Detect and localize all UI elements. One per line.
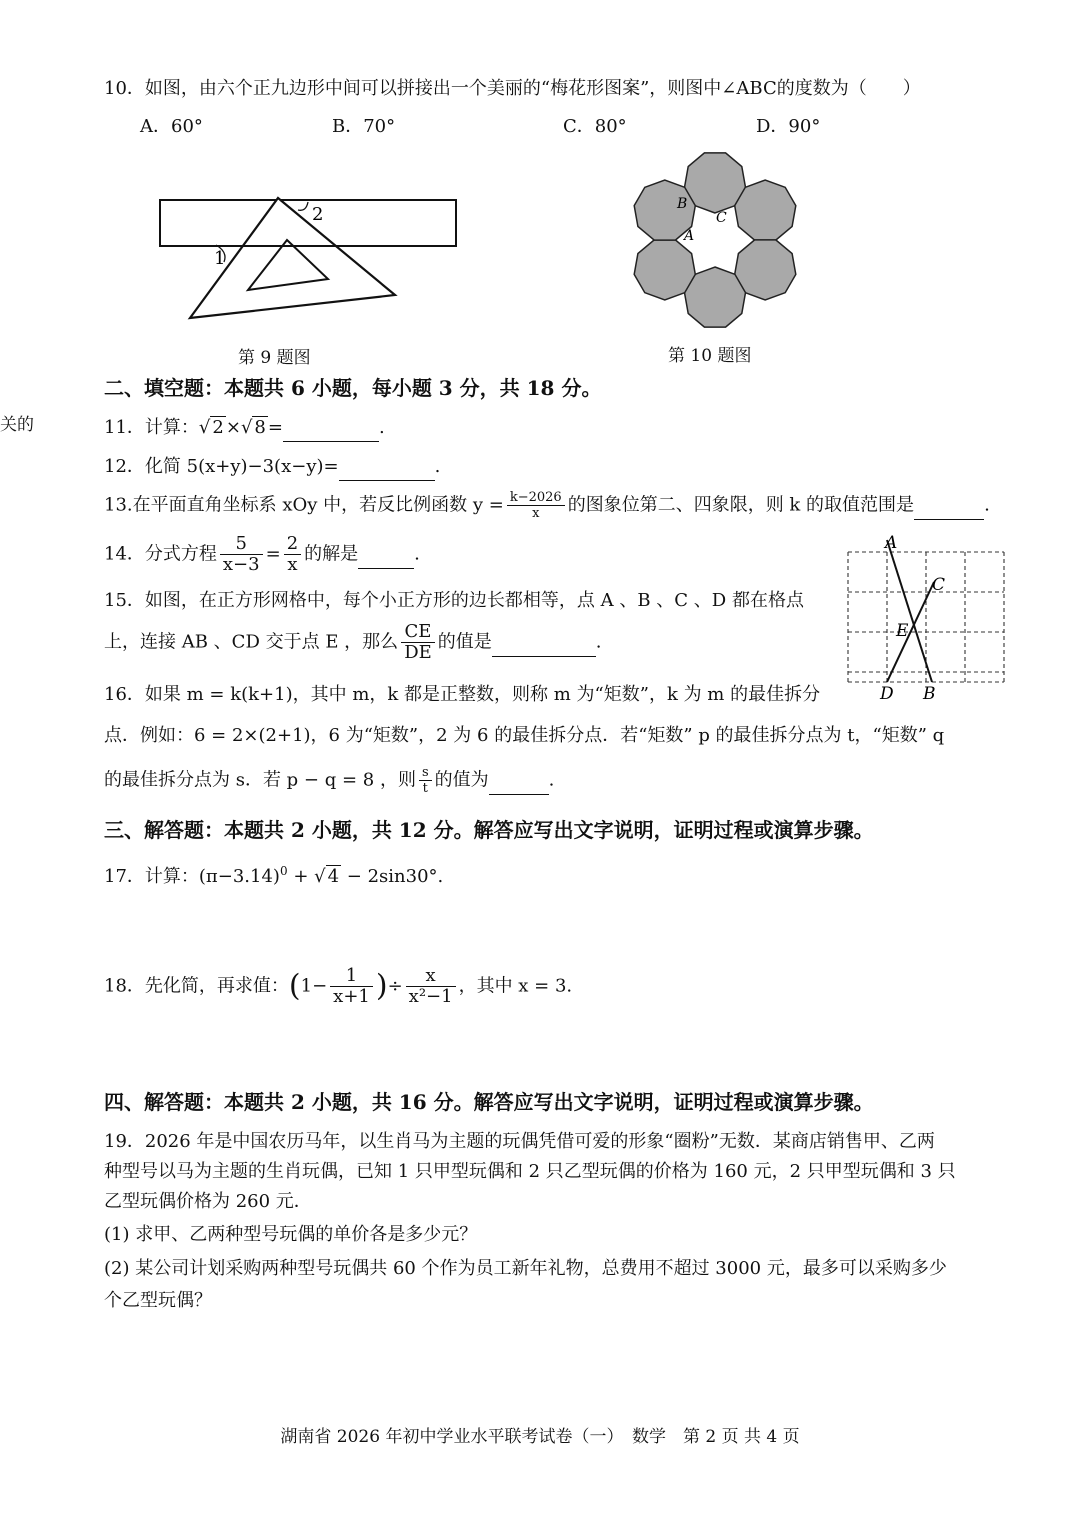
q16-end: . <box>548 769 555 791</box>
q14-end: . <box>414 543 420 565</box>
q19-line2: 种型号以马为主题的生肖玩偶，已知 1 只甲型玩偶和 2 只乙型玩偶的价格为 160 元，2 只甲型玩偶和 3 只 <box>104 1161 956 1182</box>
q12 <box>104 454 440 481</box>
q10-option-a: A．60° <box>140 116 203 137</box>
q13-answer-blank[interactable] <box>914 493 984 520</box>
q15-answer-blank[interactable] <box>492 630 596 657</box>
q13-suffix: 的图象位第二、四象限，则 k 的取值范围是 <box>567 494 915 516</box>
label-c: C <box>716 210 727 226</box>
q17-prefix: 17．计算：(π−3.14) <box>104 866 280 887</box>
q16-suffix: 的值为 <box>434 769 489 791</box>
segment-ab <box>887 540 932 682</box>
q19-sub2-line2: 个乙型玩偶？ <box>104 1290 212 1311</box>
q11-times: × <box>225 417 241 438</box>
q18 <box>104 966 572 1007</box>
q11-answer-blank[interactable] <box>283 415 379 442</box>
q10-stem: 10．如图，由六个正九边形中间可以拼接出一个美丽的“梅花形图案”，则图中∠ABC的度数为（ ） <box>104 78 921 99</box>
q18-paren-close: ) <box>375 968 388 1004</box>
q16-line3 <box>104 765 554 796</box>
angle-2-arc <box>298 202 308 210</box>
q17-sqrt-arg: 4 <box>327 866 340 887</box>
label-1: 1 <box>214 248 226 269</box>
nonagon <box>735 180 796 240</box>
q18-paren-open: ( <box>288 968 301 1004</box>
q16-frac-den: t <box>422 781 428 796</box>
q14-f1-den: x−3 <box>222 554 260 575</box>
q18-f2-num: x <box>406 966 456 987</box>
nonagon <box>634 240 695 300</box>
q10-option-c: C．80° <box>563 116 627 137</box>
q14-f2-num: 2 <box>284 534 301 555</box>
q18-f1-num: 1 <box>330 966 373 987</box>
q15-line1: 15．如图，在正方形网格中，每个小正方形的边长都相等，点 A 、B 、C 、D 都在格点 <box>104 590 804 611</box>
q11-sqrt-a: 2 <box>212 417 224 438</box>
section-3-title: 三、解答题：本题共 2 小题，共 12 分。解答应写出文字说明，证明过程或演算步骤。 <box>104 818 874 842</box>
q17-mid: + <box>287 866 315 887</box>
q16-prefix: 的最佳拆分点为 s．若 p − q = 8 ，则 <box>104 769 416 791</box>
q16-line1: 16．如果 m = k(k+1)，其中 m，k 都是正整数，则称 m 为“矩数”，k 为 m 的最佳拆分 <box>104 684 821 705</box>
label-b: B <box>677 196 688 212</box>
q13 <box>104 490 990 521</box>
q15-end: . <box>595 631 602 653</box>
q14-prefix: 14．分式方程 <box>104 543 217 565</box>
q15-line2 <box>104 622 602 663</box>
q15-prefix: 上，连接 AB 、CD 交于点 E ，那么 <box>104 631 399 653</box>
label-a: A <box>684 228 695 244</box>
q11-eq: = <box>267 417 283 438</box>
q11-prefix: 11．计算： <box>104 417 199 438</box>
label-d: D <box>880 684 894 704</box>
q19-sub2-line1: (2) 某公司计划采购两种型号玩偶共 60 个作为员工新年礼物，总费用不超过 3000 元，最多可以采购多少 <box>104 1258 947 1279</box>
figure-15-grid <box>838 530 1008 705</box>
q12-text: 12．化简 5(x+y)−3(x−y)= <box>104 456 339 477</box>
q17-suffix: − 2sin30°. <box>341 866 444 887</box>
q14-answer-blank[interactable] <box>358 542 414 569</box>
label-2: 2 <box>312 204 324 225</box>
q18-div: ÷ <box>387 975 403 997</box>
q14-eq: = <box>265 543 281 565</box>
figure-9-caption: 第 9 题图 <box>238 348 311 368</box>
q16-line2: 点．例如：6 = 2×(2+1)，6 为“矩数”，2 为 6 的最佳拆分点．若“矩数” p 的最佳拆分点为 t，“矩数” q <box>104 725 945 746</box>
q11: 11．计算：√ 2 ×√ 8 = . <box>104 415 385 442</box>
q12-end: . <box>434 456 441 477</box>
q16-frac-num: s <box>419 765 432 781</box>
q18-prefix: 18．先化简，再求值： <box>104 975 289 997</box>
q10-option-b: B．70° <box>332 116 396 137</box>
margin-fragment: 关的 <box>0 415 34 435</box>
q19-line1: 19．2026 年是中国农历马年，以生肖马为主题的玩偶凭借可爱的形象“圈粉”无数．某商店销售甲、乙两 <box>104 1131 935 1152</box>
label-b: B <box>923 684 936 704</box>
q14-suffix: 的解是 <box>304 543 359 565</box>
figure-9 <box>150 190 470 330</box>
label-e: E <box>896 621 909 641</box>
label-c: C <box>932 575 946 595</box>
q18-f2-den: x²−1 <box>408 986 453 1007</box>
section-4-title: 四、解答题：本题共 2 小题，共 16 分。解答应写出文字说明，证明过程或演算步骤。 <box>104 1090 874 1114</box>
q19-line3: 乙型玩偶价格为 260 元． <box>104 1191 312 1212</box>
q14-f1-num: 5 <box>220 534 263 555</box>
q15-frac-num: CE <box>401 622 435 643</box>
q13-end: . <box>984 494 990 516</box>
q18-one-minus: 1− <box>300 975 328 997</box>
q18-suffix: ，其中 x = 3. <box>458 975 573 997</box>
figure-10 <box>625 140 805 335</box>
q13-frac-den: x <box>532 506 540 521</box>
q19-sub1: (1) 求甲、乙两种型号玩偶的单价各是多少元？ <box>104 1224 478 1245</box>
q14-f2-den: x <box>287 554 298 575</box>
q13-prefix: 13.在平面直角坐标系 xOy 中，若反比例函数 y = <box>104 494 504 516</box>
q15-suffix: 的值是 <box>437 631 492 653</box>
q16-answer-blank[interactable] <box>489 768 549 795</box>
label-a: A <box>885 533 898 553</box>
q11-end: . <box>378 417 385 438</box>
q13-frac-num: k−2026 <box>507 490 565 506</box>
q15-frac-den: DE <box>404 642 432 663</box>
section-2-title: 二、填空题：本题共 6 小题，每小题 3 分，共 18 分。 <box>104 376 602 400</box>
q18-f1-den: x+1 <box>333 986 370 1007</box>
q17-exponent: 0 <box>279 864 288 878</box>
q14 <box>104 534 420 575</box>
figure-10-caption: 第 10 题图 <box>668 346 752 366</box>
page-footer: 湖南省 2026 年初中学业水平联考试卷（一） 数学 第 2 页 共 4 页 <box>280 1427 800 1447</box>
q10-option-d: D．90° <box>756 116 821 137</box>
q11-sqrt-b: 8 <box>254 417 266 438</box>
q17: 17．计算：$(\pi-3.14)^0$ + √ 4 − 2sin30°. <box>104 864 444 887</box>
q12-answer-blank[interactable] <box>339 454 435 481</box>
